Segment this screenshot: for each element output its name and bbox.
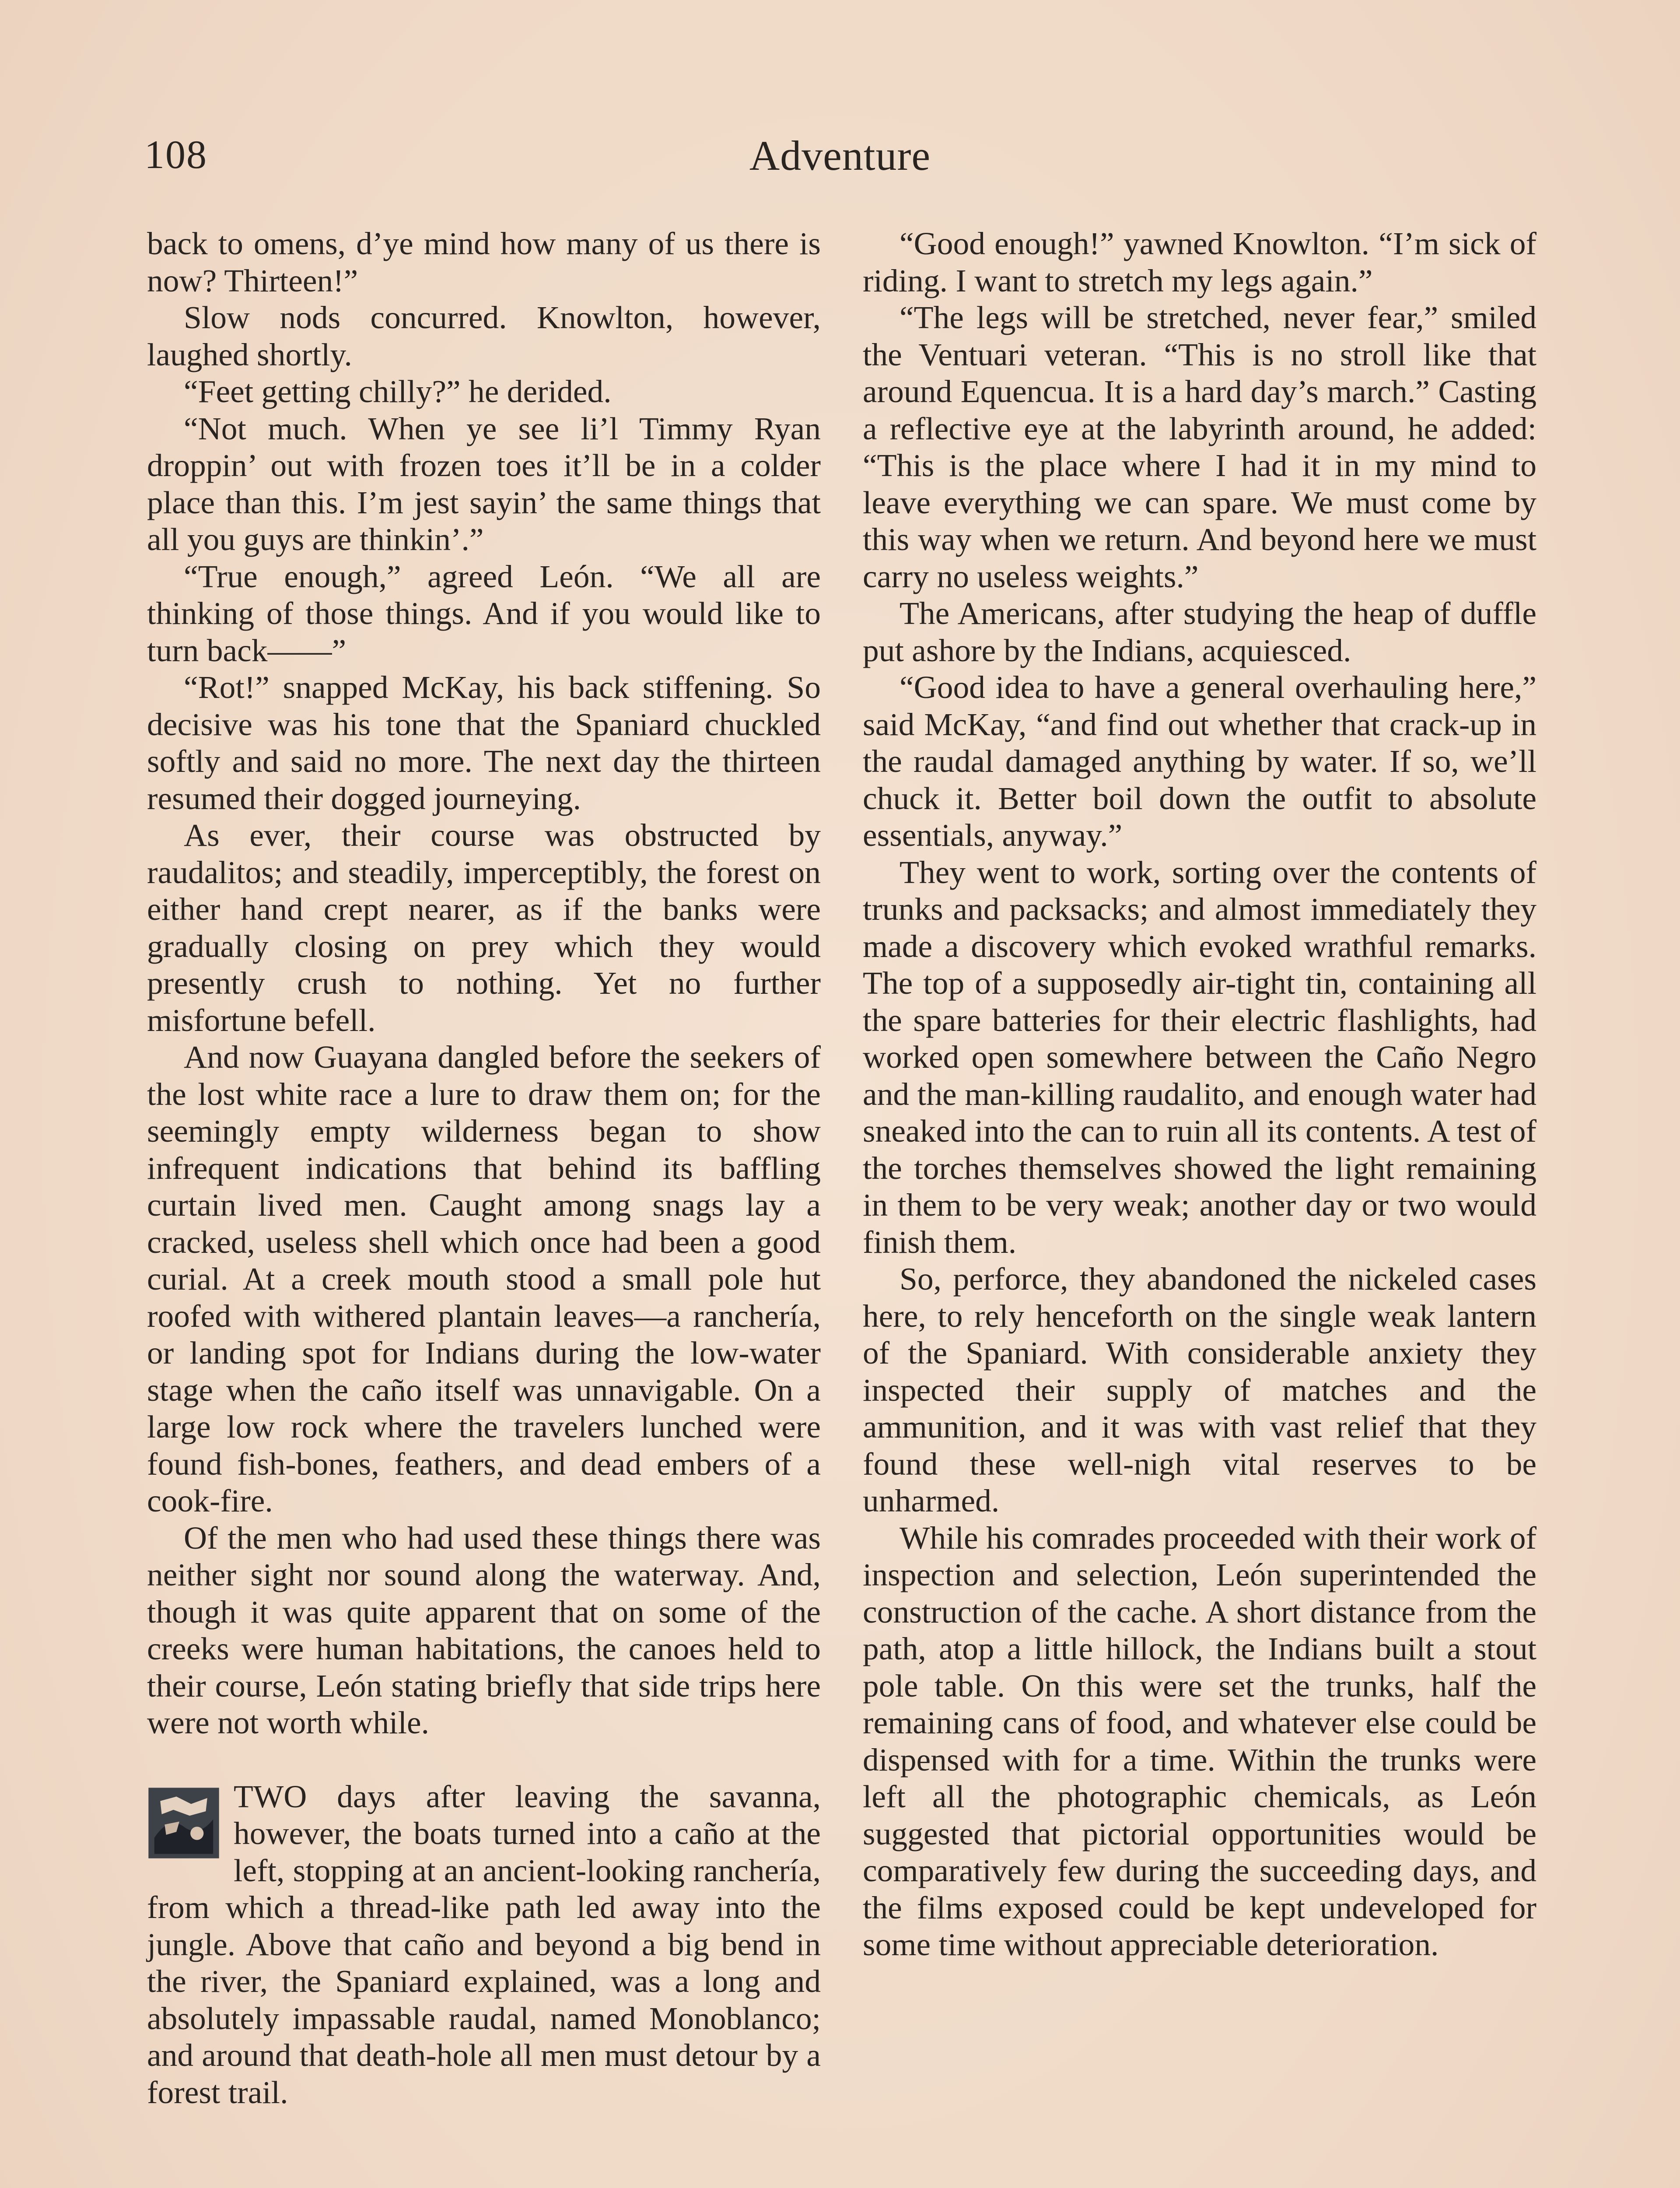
paragraph: And now Guayana dangled before the seekers of the lost white race a lure to draw them on; for the seemingly empty wilderness began to show infrequent indications that behind its baffling curtain lived men. Caught among snags lay a cracked, useless shell which once had been a good curial. At a creek mouth stood a small pole hut roofed with withered plantain leaves—a ranchería, or landing spot for Indians during the low-water stage when the caño itself was unnavigable. On a large low rock where the travelers lunched were found fish-bones, feathers, and dead embers of a cook-fire.: [147, 1039, 821, 1518]
paragraph: They went to work, sorting over the contents of trunks and packsacks; and almost immediately they made a discovery which evoked wrathful remarks. The top of a supposedly air-tight tin, containing all the spare batteries for their electric flashlights, had worked open somewhere between the Caño Negro and the man-killing raudalito, and enough water had sneaked into the can to ruin all its contents. A test of the torches themselves showed the light remaining in them to be very weak; another day or two would finish them.: [863, 854, 1536, 1260]
paragraph: “Good idea to have a general overhauling here,” said McKay, “and find out whether that crack-up in the raudal damaged anything by water. If so, we’ll chuck it. Better boil down the outfit to absolute essentials, anyway.”: [863, 670, 1536, 853]
paragraph: As ever, their course was obstructed by raudalitos; and steadily, imperceptibly, the forest on either hand crept nearer, as if the banks were gradually closing on prey which they would presently crush to nothing. Yet no further misfortune befell.: [147, 817, 821, 1038]
paragraph: Slow nods concurred. Knowlton, however, laughed shortly.: [147, 300, 821, 372]
paragraph: While his comrades proceeded with their work of inspection and selection, León superintended the construction of the cache. A short distance from the path, atop a little hillock, the Indians built a stout pole table. On this were set the trunks, half the remaining cans of food, and whatever else could be dispensed with for a time. Within the trunks were left all the photographic chemicals, as León suggested that pictorial opportunities would be comparatively few during the succeeding days, and the films exposed could be kept undeveloped for some time without appreciable deterioration.: [863, 1520, 1536, 1962]
paragraph: “Good enough!” yawned Knowlton. “I’m sick of riding. I want to stretch my legs again.”: [863, 226, 1536, 298]
paragraph: Of the men who had used these things there was neither sight nor sound along the waterway. And, though it was quite apparent that on some of the creeks were human habitations, the canoes held to their course, León stating briefly that side trips here were not worth while.: [147, 1520, 821, 1740]
paragraph: TWO days after leaving the savanna, however, the boats turned into a caño at the left, stopping at an ancient-looking ranchería, from which a thread-like path led away into the jungle. Above that caño and beyond a big bend in the river, the Spaniard explained, was a long and absolutely impassable raudal, named Monoblanco; and around that death-hole all men must detour by a forest trail.: [147, 1778, 821, 2110]
paragraph: So, perforce, they abandoned the nickeled cases here, to rely henceforth on the single weak lantern of the Spaniard. With considerable anxiety they inspected their supply of matches and the ammunition, and it was with vast relief that they found these well-nigh vital reserves to be unharmed.: [863, 1261, 1536, 1518]
section-start: [147, 1778, 821, 2111]
running-head-title: Adventure: [749, 132, 931, 179]
paragraph: “Not much. When ye see li’l Timmy Ryan droppin’ out with frozen toes it’ll be in a colder place than this. I’m jest sayin’ the same things that all you guys are thinkin’.”: [147, 410, 821, 557]
paragraph: “Rot!” snapped McKay, his back stiffening. So decisive was his tone that the Spaniard chuckled softly and said no more. The next day the thirteen resumed their dogged journeying.: [147, 670, 821, 816]
paragraph: “True enough,” agreed León. “We all are thinking of those things. And if you would like to turn back——”: [147, 558, 821, 668]
paragraph: back to omens, d’ye mind how many of us there is now? Thirteen!”: [147, 226, 821, 298]
decorative-initial-icon: [147, 1785, 220, 1862]
left-column: [147, 225, 821, 2111]
page-number: 108: [144, 132, 207, 177]
right-column: [863, 225, 1536, 1964]
paragraph: “Feet getting chilly?” he derided.: [184, 374, 612, 409]
paragraph: The Americans, after studying the heap of duffle put ashore by the Indians, acquiesced.: [863, 596, 1536, 668]
paragraph: “The legs will be stretched, never fear,” smiled the Ventuari veteran. “This is no stroll like that around Equencua. It is a hard day’s march.” Casting a reflective eye at the labyrinth around, he added: “This is the place where I had it in my mind to leave everything we can spare. We must come by this way when we return. And beyond here we must carry no useless weights.”: [863, 300, 1536, 594]
